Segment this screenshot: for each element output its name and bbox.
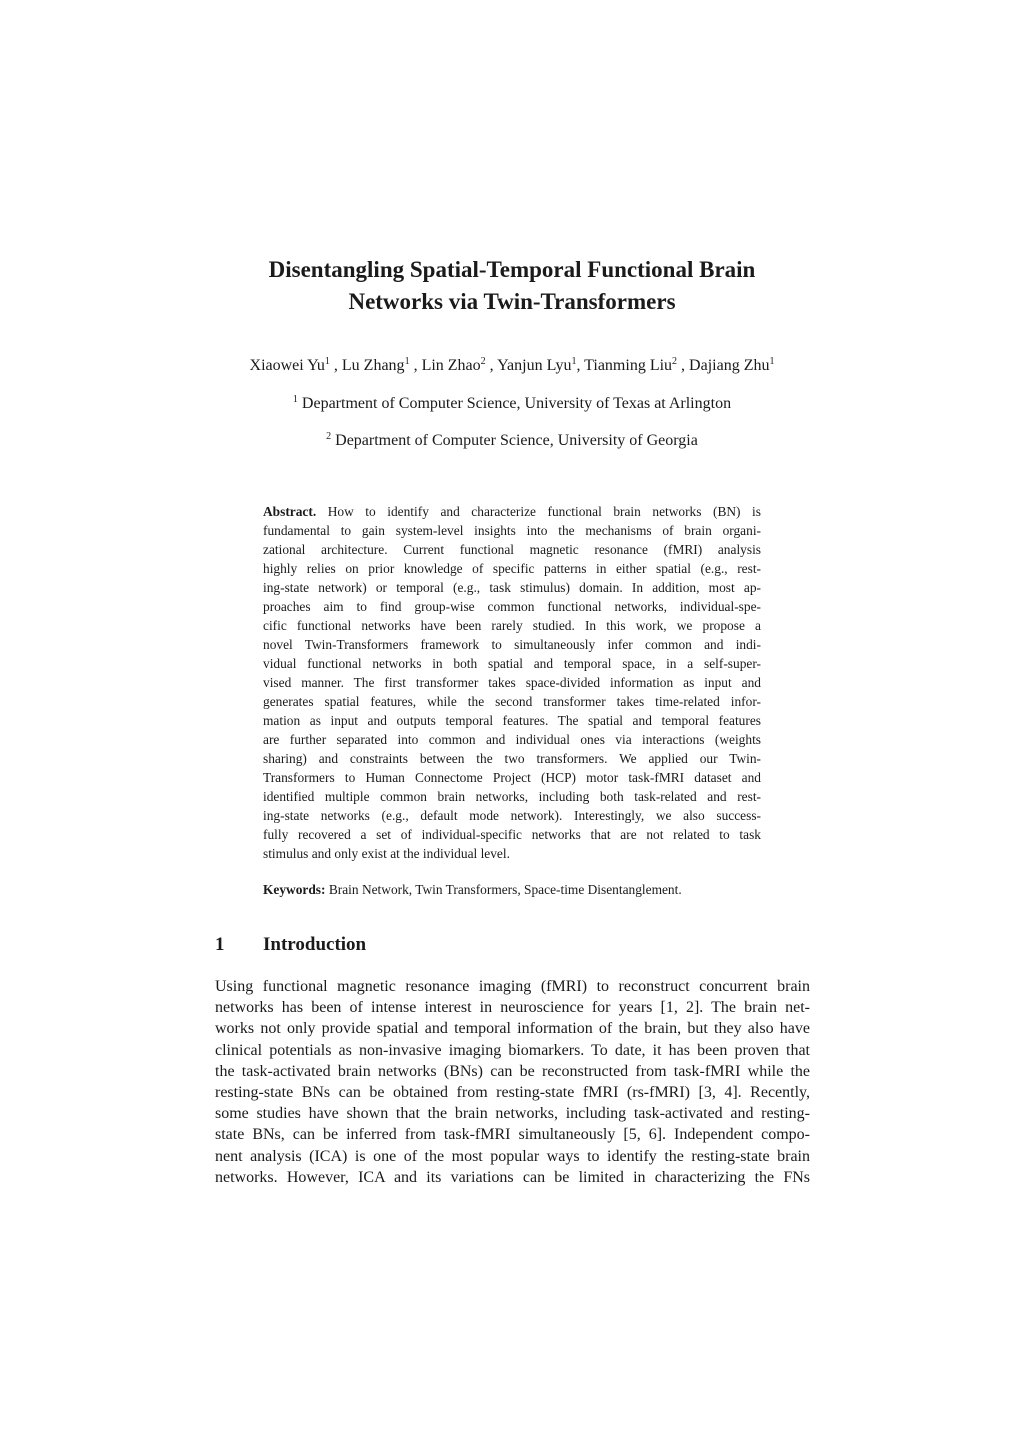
author-affiliation-mark: 1: [571, 356, 577, 367]
author-name: Tianming Liu: [584, 357, 673, 374]
body-line: works not only provide spatial and temporal information of the brain, but they also have: [215, 1020, 810, 1038]
abstract-line: proaches aim to find group-wise common functional networks, individual-spe-: [263, 599, 761, 614]
abstract-line-text: How to identify and characterize functional brain networks (BN) is: [327, 504, 761, 519]
author-name: Lin Zhao: [421, 357, 481, 374]
abstract-line: novel Twin-Transformers framework to simultaneously infer common and indi-: [263, 637, 761, 652]
abstract-line: vised manner. The first transformer takes space-divided information as input and: [263, 675, 761, 690]
abstract-line: fully recovered a set of individual-specific networks that are not related to task: [263, 827, 761, 842]
body-line: clinical potentials as non-invasive imaging biomarkers. To date, it has been proven that: [215, 1041, 810, 1059]
abstract-line: [263, 502, 761, 521]
abstract: [263, 502, 761, 863]
author-list: Xiaowei Yu$^1$ , Lu Zhang$^1$ , Lin Zhao$^2$ , Yanjun Lyu$^1$, Tianming Liu$^2$ , Dajiang Zhu$^1$: [249, 356, 775, 374]
affiliation-text: Department of Computer Science, University of Georgia: [335, 432, 698, 449]
section-heading: [215, 932, 366, 958]
author-affiliation-mark: 1: [769, 356, 775, 367]
paper-title-line: Disentangling Spatial-Temporal Functional Brain: [268, 257, 756, 282]
section-number: 1: [215, 934, 225, 955]
abstract-line: fundamental to gain system-level insights into the mechanisms of brain organi-: [263, 523, 761, 538]
abstract-label: Abstract.: [263, 504, 317, 519]
body-line: resting-state BNs can be obtained from resting-state fMRI (rs-fMRI) [3, 4]. Recently,: [215, 1084, 810, 1102]
author-name: Xiaowei Yu: [249, 357, 325, 374]
affiliation-2: [120, 430, 904, 452]
author-name: Yanjun Lyu: [497, 357, 572, 374]
paper-title: [160, 254, 864, 318]
abstract-line: Transformers to Human Connectome Project (HCP) motor task-fMRI dataset and: [263, 770, 761, 785]
author-name: Lu Zhang: [341, 357, 405, 374]
abstract-line: mation as input and outputs temporal features. The spatial and temporal features: [263, 713, 761, 728]
introduction-body: [215, 976, 810, 1188]
abstract-line: generates spatial features, while the second transformer takes time-related infor-: [263, 694, 761, 709]
abstract-line: are further separated into common and individual ones via interactions (weights: [263, 732, 761, 747]
abstract-line: zational architecture. Current functional magnetic resonance (fMRI) analysis: [263, 542, 761, 557]
body-line: the task-activated brain networks (BNs) can be reconstructed from task-fMRI while the: [215, 1062, 810, 1080]
keywords-label: Keywords:: [263, 882, 326, 897]
abstract-line: highly relies on prior knowledge of specific patterns in either spatial (e.g., rest-: [263, 561, 761, 576]
section-title: Introduction: [263, 934, 367, 955]
keywords-text: Brain Network, Twin Transformers, Space-time Disentanglement.: [328, 882, 682, 897]
body-line: nent analysis (ICA) is one of the most popular ways to identify the resting-state brain: [215, 1147, 810, 1165]
affiliation-mark: 2: [326, 431, 332, 442]
body-line: networks has been of intense interest in neuroscience for years [1, 2]. The brain net-: [215, 999, 810, 1017]
body-line: some studies have shown that the brain networks, including task-activated and resting-: [215, 1105, 810, 1123]
author-affiliation-mark: 2: [480, 356, 486, 367]
keywords: [263, 880, 783, 899]
abstract-line: ing-state network) or temporal (e.g., task stimulus) domain. In addition, most ap-: [263, 580, 761, 595]
affiliation-mark: 1: [292, 394, 298, 405]
author-name: Dajiang Zhu: [689, 357, 770, 374]
body-line: Using functional magnetic resonance imaging (fMRI) to reconstruct concurrent brain: [215, 978, 810, 995]
body-line: state BNs, can be inferred from task-fMRI simultaneously [5, 6]. Independent compo-: [215, 1126, 810, 1144]
abstract-line: vidual functional networks in both spatial and temporal space, in a self-super-: [263, 656, 761, 671]
author-affiliation-mark: 1: [404, 356, 410, 367]
abstract-line: cific functional networks have been rarely studied. In this work, we propose a: [263, 618, 761, 633]
abstract-line: ing-state networks (e.g., default mode network). Interestingly, we also success-: [263, 808, 761, 823]
affiliation-1: [120, 393, 904, 415]
author-affiliation-mark: 2: [672, 356, 678, 367]
abstract-line: sharing) and constraints between the two transformers. We applied our Twin-: [263, 751, 761, 766]
affiliation-text: Department of Computer Science, University of Texas at Arlington: [301, 395, 732, 412]
paper-title-line: Networks via Twin-Transformers: [348, 289, 676, 314]
body-line: networks. However, ICA and its variations can be limited in characterizing the FNs: [215, 1168, 810, 1186]
abstract-line: stimulus and only exist at the individual level.: [263, 846, 510, 861]
abstract-line: identified multiple common brain networks, including both task-related and rest-: [263, 789, 761, 804]
author-affiliation-mark: 1: [324, 356, 330, 367]
